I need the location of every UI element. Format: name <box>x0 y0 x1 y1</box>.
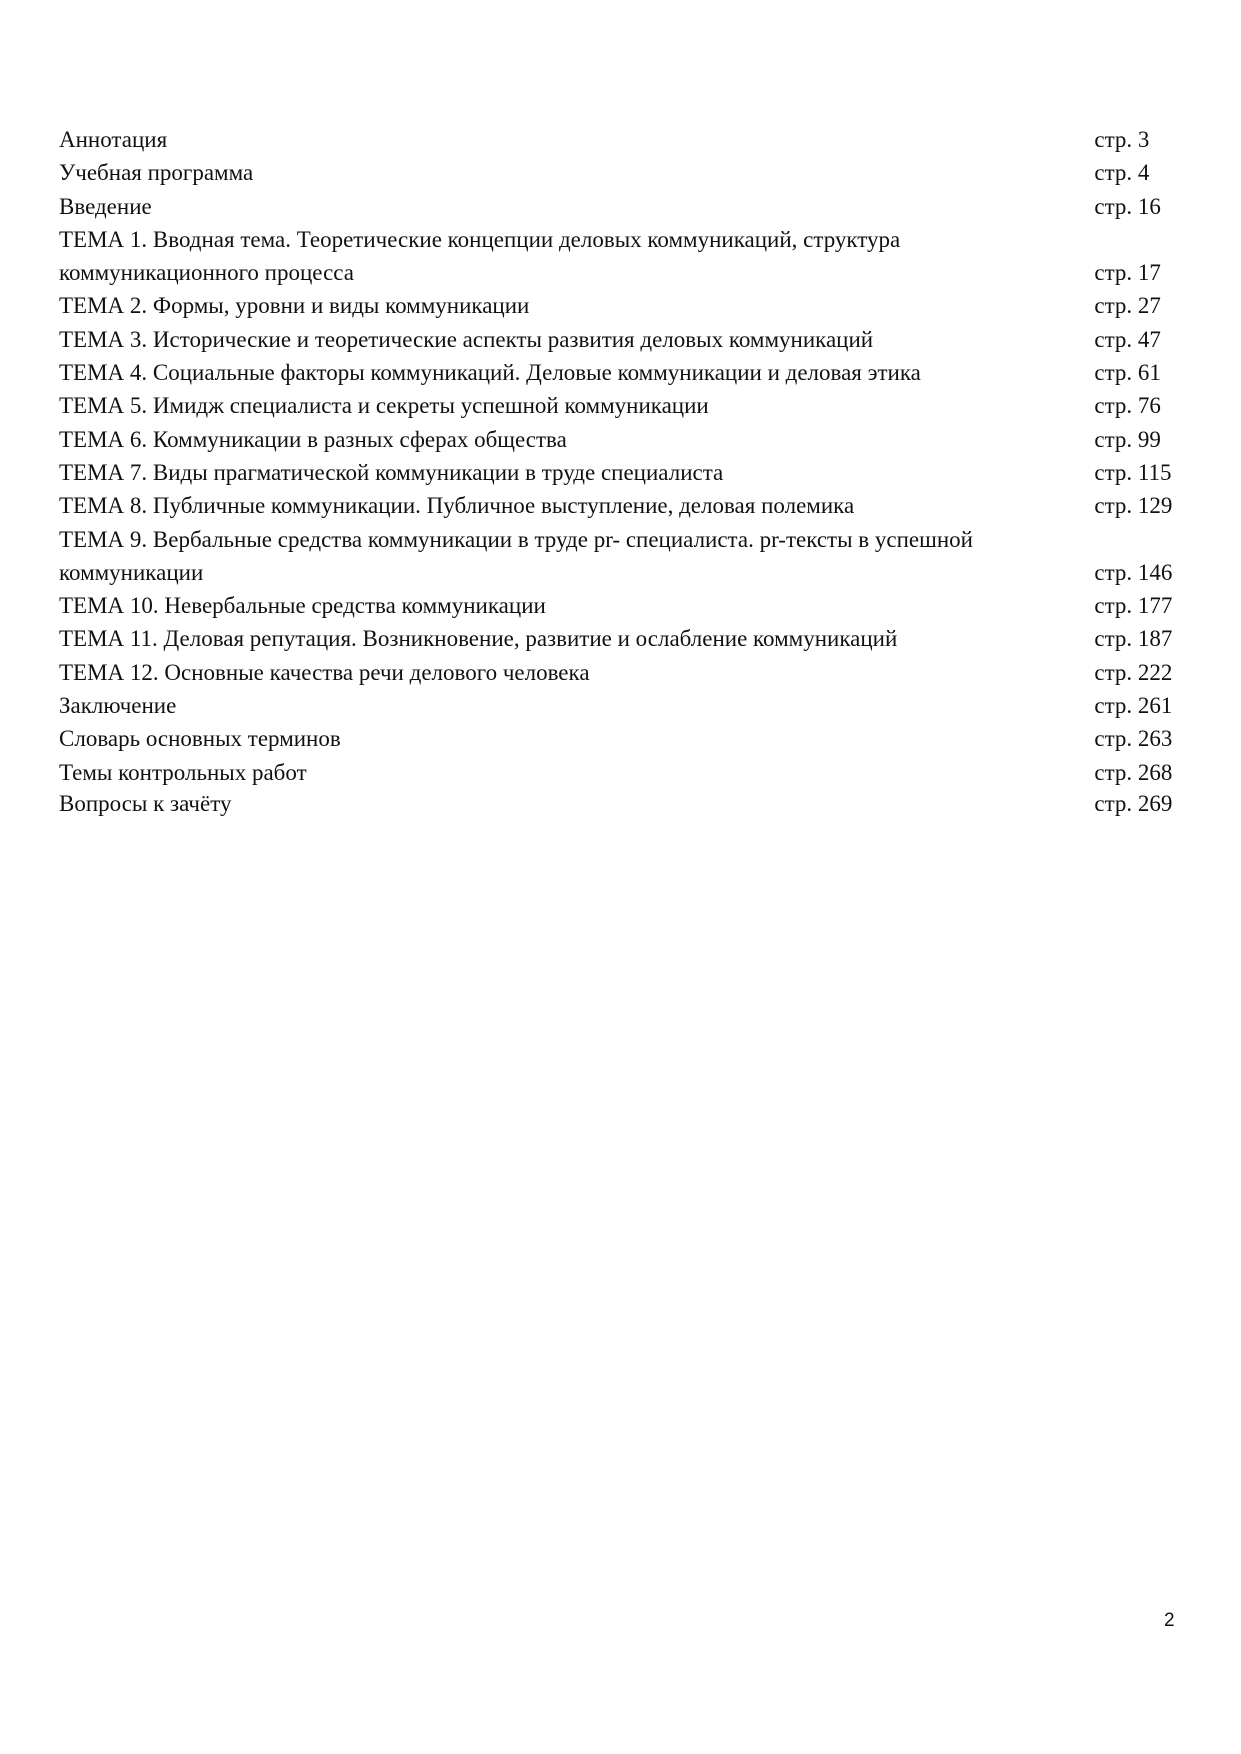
toc-entry-page: стр. 146 <box>1094 559 1173 585</box>
toc-entry-glossary[interactable] <box>59 722 1179 755</box>
toc-entry-page: стр. 16 <box>1094 193 1161 219</box>
toc-entry-title: ТЕМА 8. Публичные коммуникации. Публичное выступление, деловая полемика <box>59 493 855 519</box>
toc-entry-topic-1[interactable] <box>59 223 1179 290</box>
toc-entry-page: стр. 269 <box>1094 790 1173 816</box>
toc-entry-page: стр. 115 <box>1094 459 1172 485</box>
toc-entry-curriculum[interactable] <box>59 156 1179 189</box>
toc-entry-page: стр. 222 <box>1094 659 1173 685</box>
toc-entry-topic-6[interactable] <box>59 423 1179 456</box>
toc-entry-title: ТЕМА 4. Социальные факторы коммуникаций. Деловые коммуникации и деловая этика <box>59 360 921 386</box>
toc-entry-title: ТЕМА 9. Вербальные средства коммуникации в труде pr- специалиста. pr-тексты в успешной коммуникации <box>59 526 973 585</box>
toc-entry-topic-2[interactable] <box>59 289 1179 322</box>
table-of-contents <box>59 123 1179 818</box>
toc-entry-topic-8[interactable] <box>59 489 1179 522</box>
toc-entry-topic-4[interactable] <box>59 356 1179 389</box>
toc-entry-title: ТЕМА 1. Вводная тема. Теоретические концепции деловых коммуникаций, структура коммуникационного процесса <box>59 226 901 286</box>
toc-entry-topic-10[interactable] <box>59 589 1179 622</box>
toc-entry-title: Введение <box>59 193 152 219</box>
toc-entry-page: стр. 17 <box>1094 260 1161 286</box>
page-number: 2 <box>1164 1610 1175 1631</box>
toc-entry-page: стр. 177 <box>1094 593 1173 619</box>
toc-entry-page: стр. 263 <box>1094 726 1173 752</box>
toc-entry-page: стр. 187 <box>1094 626 1173 652</box>
toc-entry-page: стр. 61 <box>1094 360 1161 386</box>
toc-entry-page: стр. 27 <box>1094 293 1161 319</box>
toc-entry-topic-3[interactable] <box>59 323 1179 356</box>
toc-entry-topic-9[interactable] <box>59 523 1179 590</box>
toc-entry-topic-5[interactable] <box>59 389 1179 422</box>
toc-entry-title: ТЕМА 3. Исторические и теоретические аспекты развития деловых коммуникаций <box>59 326 874 352</box>
toc-entry-topic-7[interactable] <box>59 456 1179 489</box>
toc-entry-page: стр. 261 <box>1094 693 1173 719</box>
toc-entry-page: стр. 76 <box>1094 393 1161 419</box>
toc-entry-page: стр. 47 <box>1094 326 1161 352</box>
toc-entry-conclusion[interactable] <box>59 689 1179 722</box>
toc-entry-title: ТЕМА 6. Коммуникации в разных сферах общества <box>59 426 567 452</box>
toc-entry-title: ТЕМА 7. Виды прагматической коммуникации в труде специалиста <box>59 459 724 485</box>
toc-entry-assignments[interactable] <box>59 756 1179 789</box>
toc-entry-exam-questions[interactable] <box>59 789 1179 818</box>
toc-entry-page: стр. 4 <box>1094 160 1150 186</box>
toc-entry-introduction[interactable] <box>59 190 1179 223</box>
toc-entry-title: ТЕМА 11. Деловая репутация. Возникновение, развитие и ослабление коммуникаций <box>59 626 898 652</box>
toc-entry-title: Темы контрольных работ <box>59 759 307 785</box>
toc-entry-title: Заключение <box>59 693 177 719</box>
toc-entry-title: ТЕМА 10. Невербальные средства коммуникации <box>59 593 546 619</box>
toc-entry-page: стр. 3 <box>1094 127 1150 152</box>
toc-entry-title: ТЕМА 2. Формы, уровни и виды коммуникации <box>59 293 530 319</box>
toc-entry-title: Вопросы к зачёту <box>59 790 232 816</box>
toc-entry-title: Учебная программа <box>59 160 254 186</box>
toc-entry-title: Словарь основных терминов <box>59 726 341 752</box>
toc-entry-page: стр. 129 <box>1094 493 1173 519</box>
toc-entry-annotation[interactable] <box>59 123 1179 156</box>
toc-entry-topic-11[interactable] <box>59 622 1179 655</box>
toc-entry-topic-12[interactable] <box>59 656 1179 689</box>
toc-entry-title: ТЕМА 12. Основные качества речи делового человека <box>59 659 590 685</box>
toc-entry-page: стр. 99 <box>1094 426 1161 452</box>
toc-entry-title: ТЕМА 5. Имидж специалиста и секреты успешной коммуникации <box>59 393 709 419</box>
toc-entry-title: Аннотация <box>59 127 168 152</box>
toc-entry-page: стр. 268 <box>1094 759 1173 785</box>
